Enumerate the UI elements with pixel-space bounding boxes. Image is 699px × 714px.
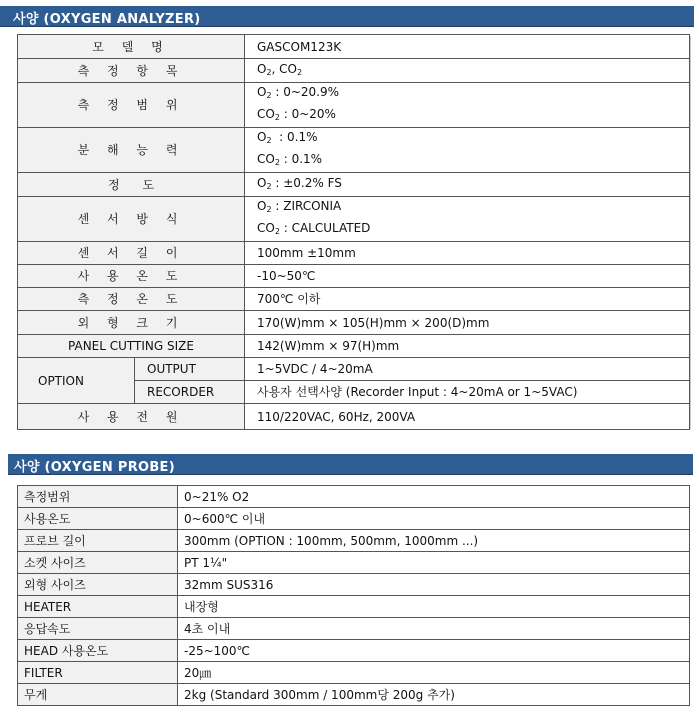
output-label: OUTPUT xyxy=(135,358,245,381)
table-row xyxy=(18,486,690,508)
analyzer-spec-table xyxy=(17,34,690,430)
resolution-label: 분 해 능 력 xyxy=(18,128,245,173)
probe-row-value: 32mm SUS316 xyxy=(178,574,690,596)
probe-row-label: 외형 사이즈 xyxy=(18,574,178,596)
probe-row-label: HEAD 사용온도 xyxy=(18,640,178,662)
table-row xyxy=(18,265,690,288)
probe-row-label: 사용온도 xyxy=(18,508,178,530)
probe-row-value: 내장형 xyxy=(178,596,690,618)
probe-row-value: 300mm (OPTION : 100mm, 500mm, 1000mm ...) xyxy=(178,530,690,552)
table-row xyxy=(18,618,690,640)
items-value: O2, CO2 xyxy=(245,59,690,83)
meas-temp-label: 측 정 온 도 xyxy=(18,288,245,311)
table-row xyxy=(18,358,690,381)
analyzer-section-header xyxy=(0,6,694,27)
probe-section-title: 사양 (OXYGEN PROBE) xyxy=(14,460,175,475)
option-label: OPTION xyxy=(18,358,135,404)
range-label: 측 정 범 위 xyxy=(18,83,245,128)
analyzer-section-title: 사양 (OXYGEN ANALYZER) xyxy=(13,12,201,27)
table-row xyxy=(18,311,690,335)
table-row xyxy=(18,59,690,83)
accuracy-value: O2 : ±0.2% FS xyxy=(245,173,690,197)
power-label: 사 용 전 원 xyxy=(18,404,245,430)
probe-row-label: 응답속도 xyxy=(18,618,178,640)
items-label: 측 정 항 목 xyxy=(18,59,245,83)
probe-row-label: FILTER xyxy=(18,662,178,684)
table-row xyxy=(18,173,690,197)
probe-row-label: 측정범위 xyxy=(18,486,178,508)
probe-row-label: 프로브 길이 xyxy=(18,530,178,552)
output-value: 1~5VDC / 4~20mA xyxy=(245,358,690,381)
table-row xyxy=(18,197,690,242)
table-row xyxy=(18,530,690,552)
dimension-label: 외 형 크 기 xyxy=(18,311,245,335)
probe-row-value: 0~21% O2 xyxy=(178,486,690,508)
probe-section-header xyxy=(8,454,693,475)
table-row xyxy=(18,35,690,59)
probe-row-value: 4초 이내 xyxy=(178,618,690,640)
model-label: 모 델 명 xyxy=(18,35,245,59)
op-temp-value: -10~50℃ xyxy=(245,265,690,288)
model-value: GASCOM123K xyxy=(245,35,690,59)
sensor-length-value: 100mm ±10mm xyxy=(245,242,690,265)
probe-row-value: -25~100℃ xyxy=(178,640,690,662)
table-row xyxy=(18,128,690,173)
sensor-length-label: 센 서 길 이 xyxy=(18,242,245,265)
panel-value: 142(W)mm × 97(H)mm xyxy=(245,335,690,358)
op-temp-label: 사 용 온 도 xyxy=(18,265,245,288)
probe-row-label: HEATER xyxy=(18,596,178,618)
sensor-value: O2 : ZIRCONIA CO2 : CALCULATED xyxy=(245,197,690,242)
meas-temp-value: 700℃ 이하 xyxy=(245,288,690,311)
table-row xyxy=(18,404,690,430)
recorder-label: RECORDER xyxy=(135,381,245,404)
probe-row-label: 무게 xyxy=(18,684,178,706)
table-row xyxy=(18,508,690,530)
accuracy-label: 정 도 xyxy=(18,173,245,197)
recorder-value: 사용자 선택사양 (Recorder Input : 4~20mA or 1~5VAC) xyxy=(245,381,690,404)
probe-spec-table xyxy=(17,485,690,706)
table-row xyxy=(18,684,690,706)
probe-row-value: 2kg (Standard 300mm / 100mm당 200g 추가) xyxy=(178,684,690,706)
dimension-value: 170(W)mm × 105(H)mm × 200(D)mm xyxy=(245,311,690,335)
table-row xyxy=(18,335,690,358)
table-row xyxy=(18,662,690,684)
probe-row-value: 0~600℃ 이내 xyxy=(178,508,690,530)
resolution-value: O2 : 0.1% CO2 : 0.1% xyxy=(245,128,690,173)
sensor-label: 센 서 방 식 xyxy=(18,197,245,242)
table-row xyxy=(18,552,690,574)
power-value: 110/220VAC, 60Hz, 200VA xyxy=(245,404,690,430)
probe-row-label: 소켓 사이즈 xyxy=(18,552,178,574)
probe-row-value: PT 1¼" xyxy=(178,552,690,574)
range-value: O2 : 0~20.9% CO2 : 0~20% xyxy=(245,83,690,128)
probe-row-value: 20㎛ xyxy=(178,662,690,684)
table-row xyxy=(18,640,690,662)
panel-label: PANEL CUTTING SIZE xyxy=(18,335,245,358)
table-row xyxy=(18,596,690,618)
table-row xyxy=(18,288,690,311)
table-row xyxy=(18,242,690,265)
table-row xyxy=(18,574,690,596)
table-row xyxy=(18,83,690,128)
